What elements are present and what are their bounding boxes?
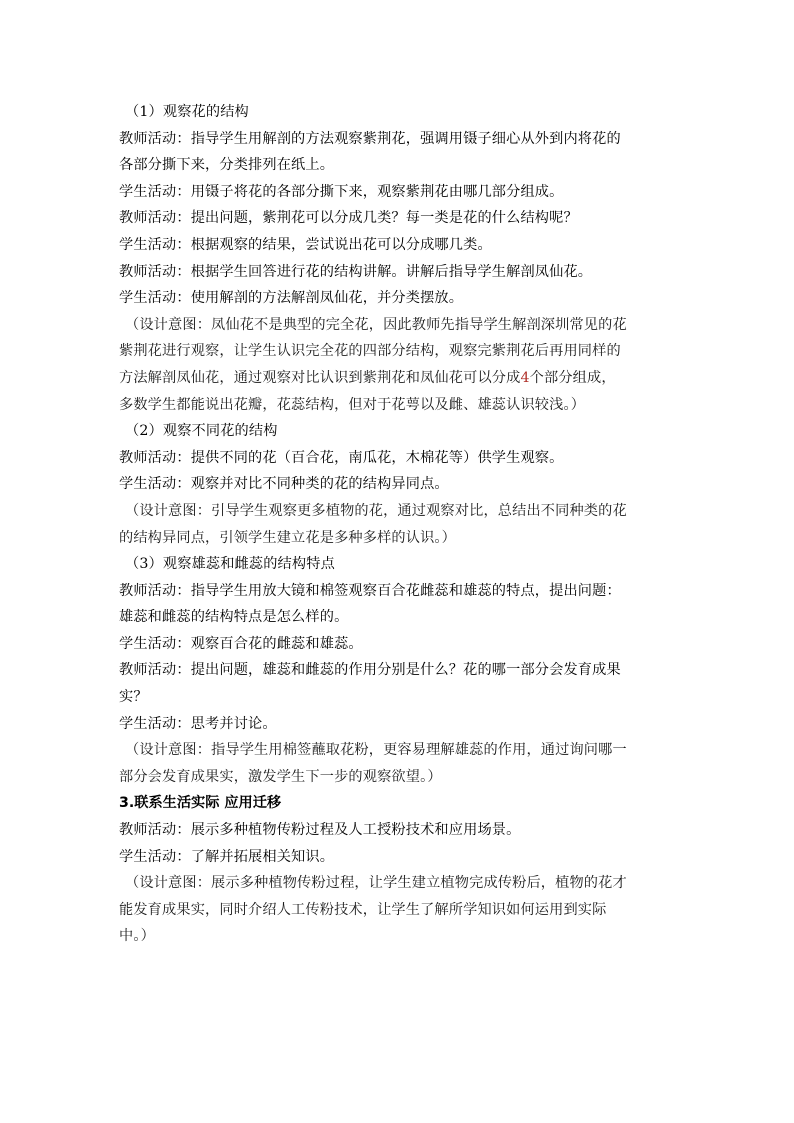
paragraph-teacher-activity [119, 259, 685, 286]
text-line: 能发育成果实，同时介绍人工传粉技术，让学生了解所学知识如何运用到实际 [119, 901, 607, 918]
text-line: 多数学生都能说出花瓣，花蕊结构，但对于花萼以及雌、雄蕊认识较浅。） [119, 396, 586, 413]
text-line: 教师活动：指导学生用解剖的方法观察紫荆花，强调用镊子细心从外到内将花的 [119, 130, 621, 147]
text-line: 教师活动：指导学生用放大镜和棉签观察百合花雌蕊和雄蕊的特点，提出问题： [119, 582, 621, 599]
text-line: 学生活动：用镊子将花的各部分撕下来，观察紫荆花由哪几部分组成。 [119, 183, 564, 200]
text-line [119, 365, 685, 392]
paragraph-teacher-activity [119, 445, 685, 472]
highlighted-number: 4 [520, 369, 530, 386]
text-line: （1）观察花的结构 [125, 104, 249, 120]
design-intent-note [119, 498, 685, 551]
text-segment: 个部分组成， [529, 369, 616, 386]
text-line: 学生活动：思考并讨论。 [119, 715, 277, 732]
section-heading-apply-to-life [119, 790, 685, 817]
design-intent-note [119, 870, 685, 950]
text-line: 部分会发育成果实，激发学生下一步的观察欲望。） [119, 768, 442, 785]
text-line: 实？ [119, 689, 148, 706]
text-line: 学生活动：了解并拓展相关知识。 [119, 848, 335, 865]
paragraph-student-activity [119, 844, 685, 871]
text-line: 的结构异同点，引领学生建立花是多种多样的认识。） [119, 529, 457, 546]
text-line: 教师活动：提出问题，雄蕊和雌蕊的作用分别是什么？花的哪一部分会发育成果 [119, 662, 621, 679]
text-line: 学生活动：观察百合花的雌蕊和雄蕊。 [119, 635, 363, 652]
paragraph-student-activity [119, 631, 685, 658]
subheading-observe-different-flowers [119, 418, 685, 445]
paragraph-student-activity [119, 711, 685, 738]
document-body [119, 99, 685, 950]
subheading-observe-flower-structure [119, 99, 685, 126]
section-heading: 3.联系生活实际 应用迁移 [119, 795, 282, 812]
subheading-observe-stamen-pistil [119, 551, 685, 578]
paragraph-teacher-activity [119, 205, 685, 232]
text-line: 学生活动：根据观察的结果，尝试说出花可以分成哪几类。 [119, 236, 492, 253]
design-intent-note [119, 737, 685, 790]
text-segment: 方法解剖凤仙花，通过观察对比认识到紫荆花和凤仙花可以分成 [119, 369, 521, 386]
paragraph-teacher-activity [119, 657, 685, 710]
paragraph-teacher-activity [119, 126, 685, 179]
text-line: （设计意图：展示多种植物传粉过程，让学生建立植物完成传粉后，植物的花才 [125, 875, 627, 892]
text-line: 教师活动：提供不同的花（百合花，南瓜花，木棉花等）供学生观察。 [119, 449, 564, 466]
paragraph-student-activity [119, 179, 685, 206]
text-line: （设计意图：指导学生用棉签蘸取花粉，更容易理解雄蕊的作用，通过询问哪一 [125, 742, 627, 759]
text-line: 紫荆花进行观察，让学生认识完全花的四部分结构，观察完紫荆花后再用同样的 [119, 343, 621, 360]
text-line: （设计意图：引导学生观察更多植物的花，通过观察对比，总结出不同种类的花 [125, 502, 627, 519]
text-line: （设计意图：凤仙花不是典型的完全花，因此教师先指导学生解剖深圳常见的花 [125, 316, 627, 333]
paragraph-student-activity [119, 471, 685, 498]
text-line: 中。） [119, 928, 155, 945]
text-line: （2）观察不同花的结构 [125, 423, 278, 440]
text-line: 学生活动：使用解剖的方法解剖凤仙花，并分类摆放。 [119, 290, 464, 307]
text-line: （3）观察雄蕊和雌蕊的结构特点 [125, 556, 335, 573]
paragraph-student-activity [119, 232, 685, 259]
text-line: 教师活动：展示多种植物传粉过程及人工授粉技术和应用场景。 [119, 822, 521, 839]
paragraph-teacher-activity [119, 817, 685, 844]
paragraph-student-activity [119, 285, 685, 312]
text-line: 教师活动：根据学生回答进行花的结构讲解。讲解后指导学生解剖凤仙花。 [119, 263, 593, 280]
text-line: 雄蕊和雌蕊的结构特点是怎么样的。 [119, 609, 349, 626]
text-line: 教师活动：提出问题，紫荆花可以分成几类？每一类是花的什么结构呢？ [119, 210, 578, 227]
paragraph-teacher-activity [119, 578, 685, 631]
text-line: 各部分撕下来，分类排列在纸上。 [119, 157, 335, 174]
design-intent-note [119, 312, 685, 418]
text-line: 学生活动：观察并对比不同种类的花的结构异同点。 [119, 476, 449, 493]
